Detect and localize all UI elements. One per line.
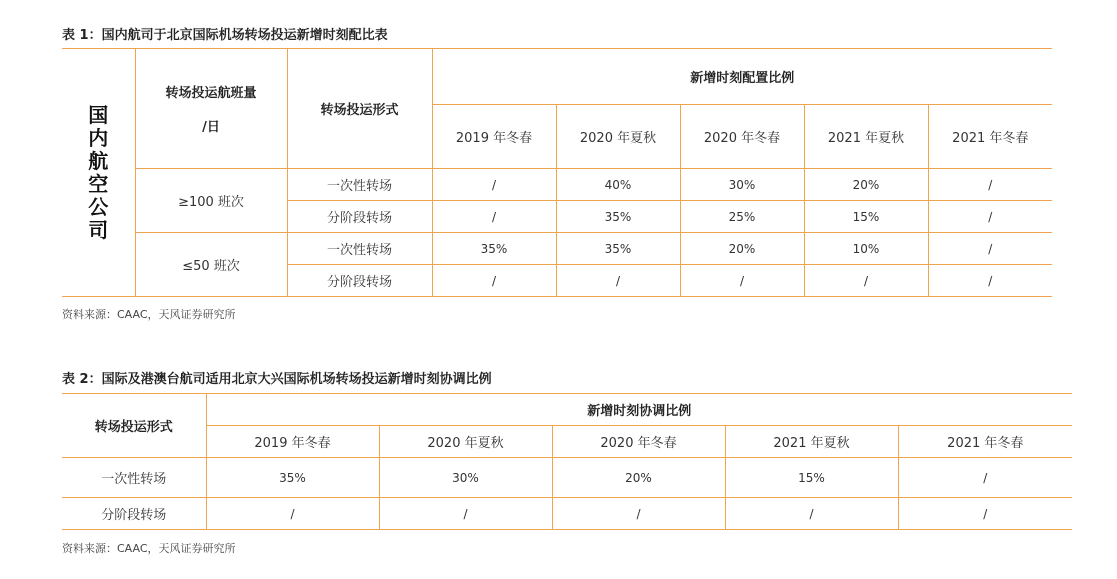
table1-side-char: 国 [88,102,109,127]
table2-value-cell: 30% [379,458,552,498]
table1-header-flights [135,49,287,169]
table1-value-cell: 20% [804,169,928,201]
table1-header-flights-label: 转场投运航班量 [165,86,257,101]
table1-season-header: 2019 年冬春 [432,105,556,169]
table1-form-cell: 一次性转场 [287,169,432,201]
table2-value-cell: / [725,498,898,530]
table1-season-header: 2021 年冬春 [928,105,1052,169]
table1-header-form: 转场投运形式 [287,49,432,169]
table2-value-cell: / [898,498,1072,530]
table1-value-cell: 35% [556,233,680,265]
table1-side-label [62,49,135,297]
table1-form-cell: 分阶段转场 [287,201,432,233]
table2-header-group: 新增时刻协调比例 [206,394,1072,426]
table2-form-cell: 一次性转场 [62,458,206,498]
table1-side-char: 空 [88,171,109,196]
table2-season-header: 2020 年夏秋 [379,426,552,458]
table2-value-cell: / [552,498,725,530]
table1-value-cell: 40% [556,169,680,201]
table1-value-cell: / [556,265,680,297]
table2-caption: 表 2：国际及港澳台航司适用北京大兴国际机场转场投运新增时刻协调比例 [62,372,492,387]
table2-season-header: 2019 年冬春 [206,426,379,458]
table1-flights-cell: ≥100 班次 [135,169,287,233]
table1-flights-cell: ≤50 班次 [135,233,287,297]
table2-season-header: 2021 年冬春 [898,426,1072,458]
table1-side-char: 航 [88,148,109,173]
table1-value-cell: 20% [680,233,804,265]
table1-form-cell: 一次性转场 [287,233,432,265]
table1-value-cell: / [928,201,1052,233]
table1-season-header: 2021 年夏秋 [804,105,928,169]
table1-side-char: 公 [88,194,109,219]
table1-value-cell: / [680,265,804,297]
table2-value-cell: 35% [206,458,379,498]
table2-form-cell: 分阶段转场 [62,498,206,530]
table1-value-cell: / [432,201,556,233]
table2-value-cell: / [898,458,1072,498]
table1-value-cell: / [928,265,1052,297]
table1-side-char: 司 [88,217,109,242]
table2-season-header: 2020 年冬春 [552,426,725,458]
table2-season-header: 2021 年夏秋 [725,426,898,458]
table1-value-cell: 30% [680,169,804,201]
table1-header-flights-unit: /日 [202,120,220,135]
table1-value-cell: / [432,169,556,201]
table1-value-cell: / [928,233,1052,265]
table1-value-cell: / [804,265,928,297]
table1-season-header: 2020 年冬春 [680,105,804,169]
table2-header-form: 转场投运形式 [62,394,206,458]
table1-value-cell: / [432,265,556,297]
table2-value-cell: / [379,498,552,530]
table1-value-cell: 35% [556,201,680,233]
table2-value-cell: 20% [552,458,725,498]
table1-value-cell: 25% [680,201,804,233]
table1-header-group: 新增时刻配置比例 [432,49,1052,105]
table2-value-cell: / [206,498,379,530]
table2 [62,393,1072,530]
table1-side-char: 内 [88,125,109,150]
table1-value-cell: / [928,169,1052,201]
table1-value-cell: 15% [804,201,928,233]
table1-source: 资料来源：CAAC，天风证券研究所 [62,308,236,321]
table1-form-cell: 分阶段转场 [287,265,432,297]
table1-caption: 表 1：国内航司于北京国际机场转场投运新增时刻配比表 [62,28,388,43]
table1 [62,48,1052,297]
table1-value-cell: 10% [804,233,928,265]
table1-season-header: 2020 年夏秋 [556,105,680,169]
table2-value-cell: 15% [725,458,898,498]
table2-source: 资料来源：CAAC，天风证券研究所 [62,542,236,555]
table1-value-cell: 35% [432,233,556,265]
